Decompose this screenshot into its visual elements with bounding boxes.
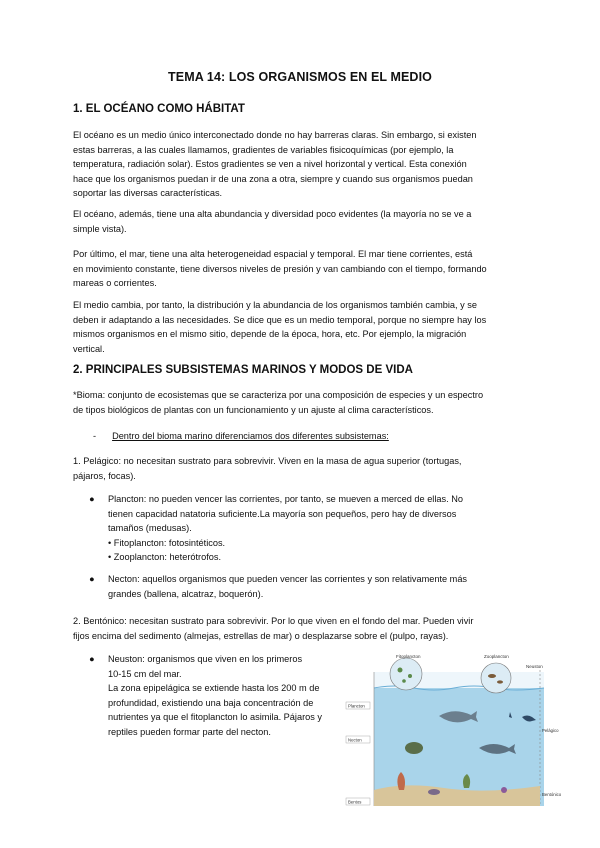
label-bentos: Bentos xyxy=(348,799,362,805)
turtle-icon xyxy=(405,742,423,754)
urchin-icon xyxy=(501,787,507,793)
text-line: La zona epipelágica se extiende hasta los 200 m de xyxy=(108,683,320,694)
text-line: hace que los organismos puedan ir de una zona a otra, siempre y cuando sus organismos puedan xyxy=(73,173,473,184)
plancton-text xyxy=(108,492,528,565)
text-line: 2. Bentónico: necesitan sustrato para sobrevivir. Por lo que viven en el fondo del mar. Pueden vivir xyxy=(73,616,474,626)
text-line: tamaños (medusas). xyxy=(108,523,192,534)
label-fitoplancton: Fitoplancton xyxy=(396,654,421,659)
section1-heading: 1. EL OCÉANO COMO HÁBITAT xyxy=(73,103,245,115)
text-line: de tipos biológicos de plantas con un funcionamiento y un ajuste al clima característicos. xyxy=(73,404,434,415)
text-line: simple vista). xyxy=(73,223,127,234)
text-line: fijos encima del sedimento (almejas, estrellas de mar) o desplazarse sobre el (pulpo, rayas). xyxy=(73,630,449,641)
text-line: grandes (ballena, alcatraz, boquerón). xyxy=(108,588,264,599)
label-necton: Necton xyxy=(348,737,362,743)
section1-paragraph-3 xyxy=(73,247,533,291)
zooplankton-icon xyxy=(488,674,496,678)
dash-item xyxy=(93,429,389,444)
label-pelagico: Pelágico xyxy=(542,728,559,733)
zooplankton-magnifier-icon xyxy=(481,663,511,693)
text-line: mismos organismos en el mismo sitio, depende de la época, hora, etc. Por ejemplo, la migración xyxy=(73,329,467,340)
text-line: El medio cambia, por tanto, la distribución y la abundancia de los organismos también cambia, y se xyxy=(73,300,477,310)
bioma-definition xyxy=(73,388,533,417)
text-line: mareas o corrientes. xyxy=(73,278,157,289)
text-line: • Fitoplancton: fotosintéticos. xyxy=(108,537,226,548)
text-line: El océano es un medio único interconectado donde no hay barreras claras. Sin embargo, si existen xyxy=(73,130,477,140)
section1-paragraph-1 xyxy=(73,128,533,201)
pelagico-paragraph xyxy=(73,454,533,483)
text-line: deben ir adaptando a las necesidades. Se dice que es un medio temporal, porque no siempre hay los xyxy=(73,314,487,325)
bullet-icon: ● xyxy=(89,654,95,664)
text-line: nutrientes ya que el fitoplancton lo asimila. Pájaros y xyxy=(108,712,322,723)
bullet-icon: ● xyxy=(89,494,95,504)
text-line: estas barreras, a las cuales llamamos, gradientes de variables fisicoquímicas (por ejemplo, la xyxy=(73,144,454,155)
text-line: 1. Pelágico: no necesitan sustrato para sobrevivir. Viven en la masa de agua superior (tortugas, xyxy=(73,456,462,466)
text-line: reptiles pueden formar parte del necton. xyxy=(108,726,271,737)
label-neuston: Neuston xyxy=(526,664,543,669)
section2-heading: 2. PRINCIPALES SUBSISTEMAS MARINOS Y MODOS DE VIDA xyxy=(73,364,413,376)
dash-item-text: Dentro del bioma marino diferenciamos dos diferentes subsistemas: xyxy=(112,431,389,441)
text-line: Plancton: no pueden vencer las corrientes, por tanto, se mueven a merced de ellas. No xyxy=(108,494,463,504)
text-line: en movimiento constante, tiene diversos niveles de presión y van cambiando con el tiempo, formando xyxy=(73,263,487,274)
label-plancton: Plancton xyxy=(348,703,365,709)
text-line: profundidad, existiendo una baja concentración de xyxy=(108,697,314,708)
phytoplankton-magnifier-icon xyxy=(390,658,422,690)
bullet-icon: ● xyxy=(89,574,95,584)
text-line: temperatura, radiación solar). Estos gradientes se ven a nivel horizontal y vertical. Esta conexión xyxy=(73,159,467,170)
dash-mark: - xyxy=(93,431,97,441)
text-line: pájaros, focas). xyxy=(73,470,136,481)
text-line: • Zooplancton: heterótrofos. xyxy=(108,552,222,563)
text-line: vertical. xyxy=(73,343,105,354)
label-bentonico: Bentónico xyxy=(542,792,562,797)
neuston-text xyxy=(108,652,348,740)
text-line: Necton: aquellos organismos que pueden vencer las corrientes y son relativamente más xyxy=(108,574,468,584)
phytoplankton-cell-icon xyxy=(398,668,403,673)
section1-paragraph-4 xyxy=(73,298,533,356)
necton-text xyxy=(108,572,528,601)
text-line: Por último, el mar, tiene una alta heterogeneidad espacial y temporal. El mar tiene corrientes, está xyxy=(73,249,473,259)
text-line: tienen capacidad natatoria suficiente.La mayoría son pequeños, pero hay de diversos xyxy=(108,508,457,519)
text-line: El océano, además, tiene una alta abundancia y diversidad poco evidentes (la mayoría no se ve a xyxy=(73,209,472,219)
text-line: 10-15 cm del mar. xyxy=(108,668,182,679)
text-line: soportar las diversas características. xyxy=(73,188,223,199)
phytoplankton-cell-icon xyxy=(408,674,412,678)
zooplankton-icon xyxy=(497,680,503,683)
label-zooplancton: Zooplancton xyxy=(484,654,509,659)
bentonico-paragraph xyxy=(73,614,533,643)
ocean-zones-illustration xyxy=(344,650,562,808)
phytoplankton-cell-icon xyxy=(402,679,406,683)
sponge-icon xyxy=(428,789,440,795)
text-line: Neuston: organismos que viven en los primeros xyxy=(108,654,303,664)
document-title: TEMA 14: LOS ORGANISMOS EN EL MEDIO xyxy=(168,70,432,84)
section1-paragraph-2 xyxy=(73,207,533,236)
text-line: *Bioma: conjunto de ecosistemas que se caracteriza por una composición de especies y un espectro xyxy=(73,390,484,400)
